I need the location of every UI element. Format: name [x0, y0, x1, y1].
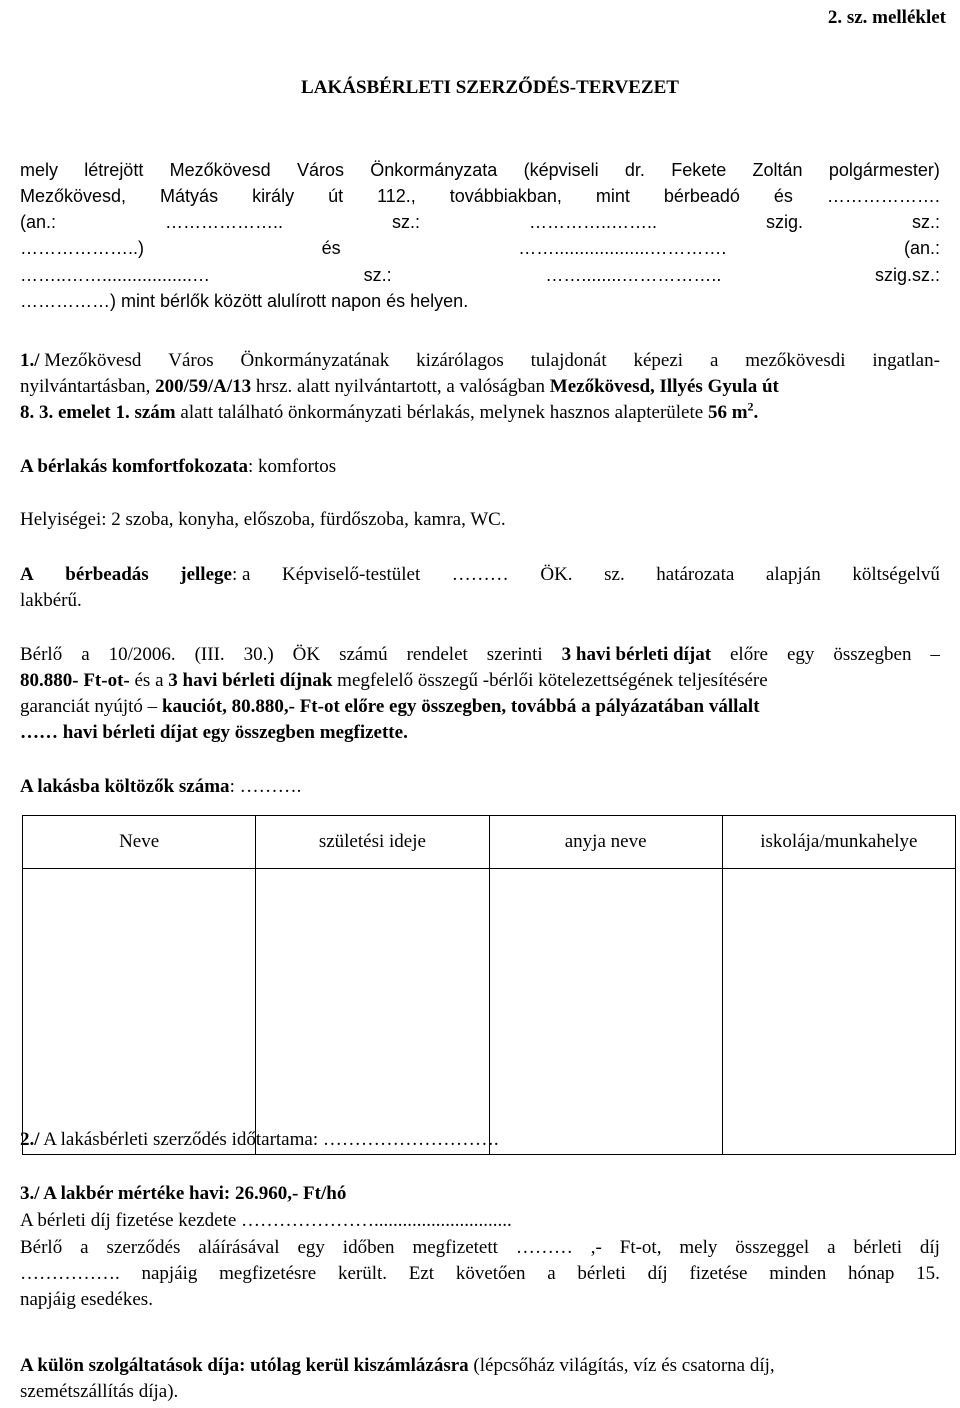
parties-line-2: Mezőkövesd, Mátyás király út 112., továbbiakban, mint bérbeadó és ……………….	[20, 186, 940, 206]
header-school-workplace: iskolája/munkahelye	[722, 816, 955, 869]
parties-line-1: mely létrejött Mezőkövesd Város Önkormányzata (képviseli dr. Fekete Zoltán polgármester)	[20, 160, 940, 180]
table-header-row	[23, 816, 956, 869]
parties-line-5: ……..……..................… sz.: ……........…………….. szig.sz.:	[20, 265, 940, 285]
deposit-line-1: Bérlő a 10/2006. (III. 30.) ÖK számú rendelet szerinti 3 havi bérleti díjat előre egy összegben –	[20, 644, 940, 665]
cell-name[interactable]	[23, 869, 256, 1155]
deposit-line-4: …… havi bérleti díjat egy összegben megfizette.	[20, 722, 408, 743]
rooms: Helyiségei: 2 szoba, konyha, előszoba, fürdőszoba, kamra, WC.	[20, 509, 506, 530]
header-name: Neve	[23, 816, 256, 869]
lease-nature-line-1: A bérbeadás jellege: a Képviselő-testület ……… ÖK. sz. határozata alapján költségelvű	[20, 564, 940, 585]
parties-line-6: ……………) mint bérlők között alulírott napon és helyen.	[20, 291, 469, 311]
movers-count: A lakásba költözők száma: ……….	[20, 776, 302, 797]
payment-line-2: ……………. napjáig megfizetésre került. Ezt követően a bérleti díj fizetése minden hónap 15.	[20, 1263, 940, 1284]
payment-start: A bérleti díj fizetése kezdete ………………….............................	[20, 1210, 512, 1231]
cell-birth-date[interactable]	[256, 869, 489, 1155]
occupants-table	[22, 815, 956, 1155]
document-title: LAKÁSBÉRLETI SZERZŐDÉS-TERVEZET	[301, 77, 679, 98]
parties-line-4: ………………..) és ……...................…………. (an.:	[20, 238, 940, 258]
deposit-line-3: garanciát nyújtó – kauciót, 80.880,- Ft-ot előre egy összegben, továbbá a pályázatában vállalt	[20, 696, 760, 717]
section1-line-2: nyilvántartásban, 200/59/A/13 hrsz. alatt nyilvántartott, a valóságban Mezőkövesd, Illyés Gyula út	[20, 376, 779, 397]
parties-line-3: (an.: ……………….. sz.: …………..…….. szig. sz.:	[20, 212, 940, 232]
payment-line-1: Bérlő a szerződés aláírásával egy időben megfizetett ……… ,- Ft-ot, mely összeggel a bérleti díj	[20, 1237, 940, 1258]
deposit-line-2: 80.880- Ft-ot- és a 3 havi bérleti díjnak megfelelő összegű -bérlői kötelezettségének teljesítésére	[20, 670, 768, 691]
cell-mother-name[interactable]	[489, 869, 722, 1155]
section1-line-3: 8. 3. emelet 1. szám alatt található önkormányzati bérlakás, melynek hasznos alapterülete 56 $m^2$.	[20, 399, 759, 423]
section3-heading: 3./ A lakbér mértéke havi: 26.960,- Ft/hó	[20, 1183, 347, 1204]
lease-nature-line-2: lakbérű.	[20, 590, 82, 611]
section1-line-1: 1./ Mezőkövesd Város Önkormányzatának kizárólagos tulajdonát képezi a mezőkövesdi ingatlan-	[20, 350, 940, 371]
section2-duration: 2./ A lakásbérleti szerződés időtartama: ……………………….	[20, 1129, 499, 1150]
comfort-level: A bérlakás komfortfokozata: komfortos	[20, 456, 337, 477]
header-birth-date: születési ideje	[256, 816, 489, 869]
services-line-1: A külön szolgáltatások díja: utólag kerül kiszámlázásra (lépcsőház világítás, víz és csatorna díj,	[20, 1355, 775, 1376]
payment-line-3: napjáig esedékes.	[20, 1289, 153, 1310]
cell-school-workplace[interactable]	[722, 869, 955, 1155]
annex-label: 2. sz. melléklet	[827, 7, 946, 28]
header-mother-name: anyja neve	[489, 816, 722, 869]
table-row	[23, 869, 956, 1155]
services-line-2: szemétszállítás díja).	[20, 1381, 179, 1402]
